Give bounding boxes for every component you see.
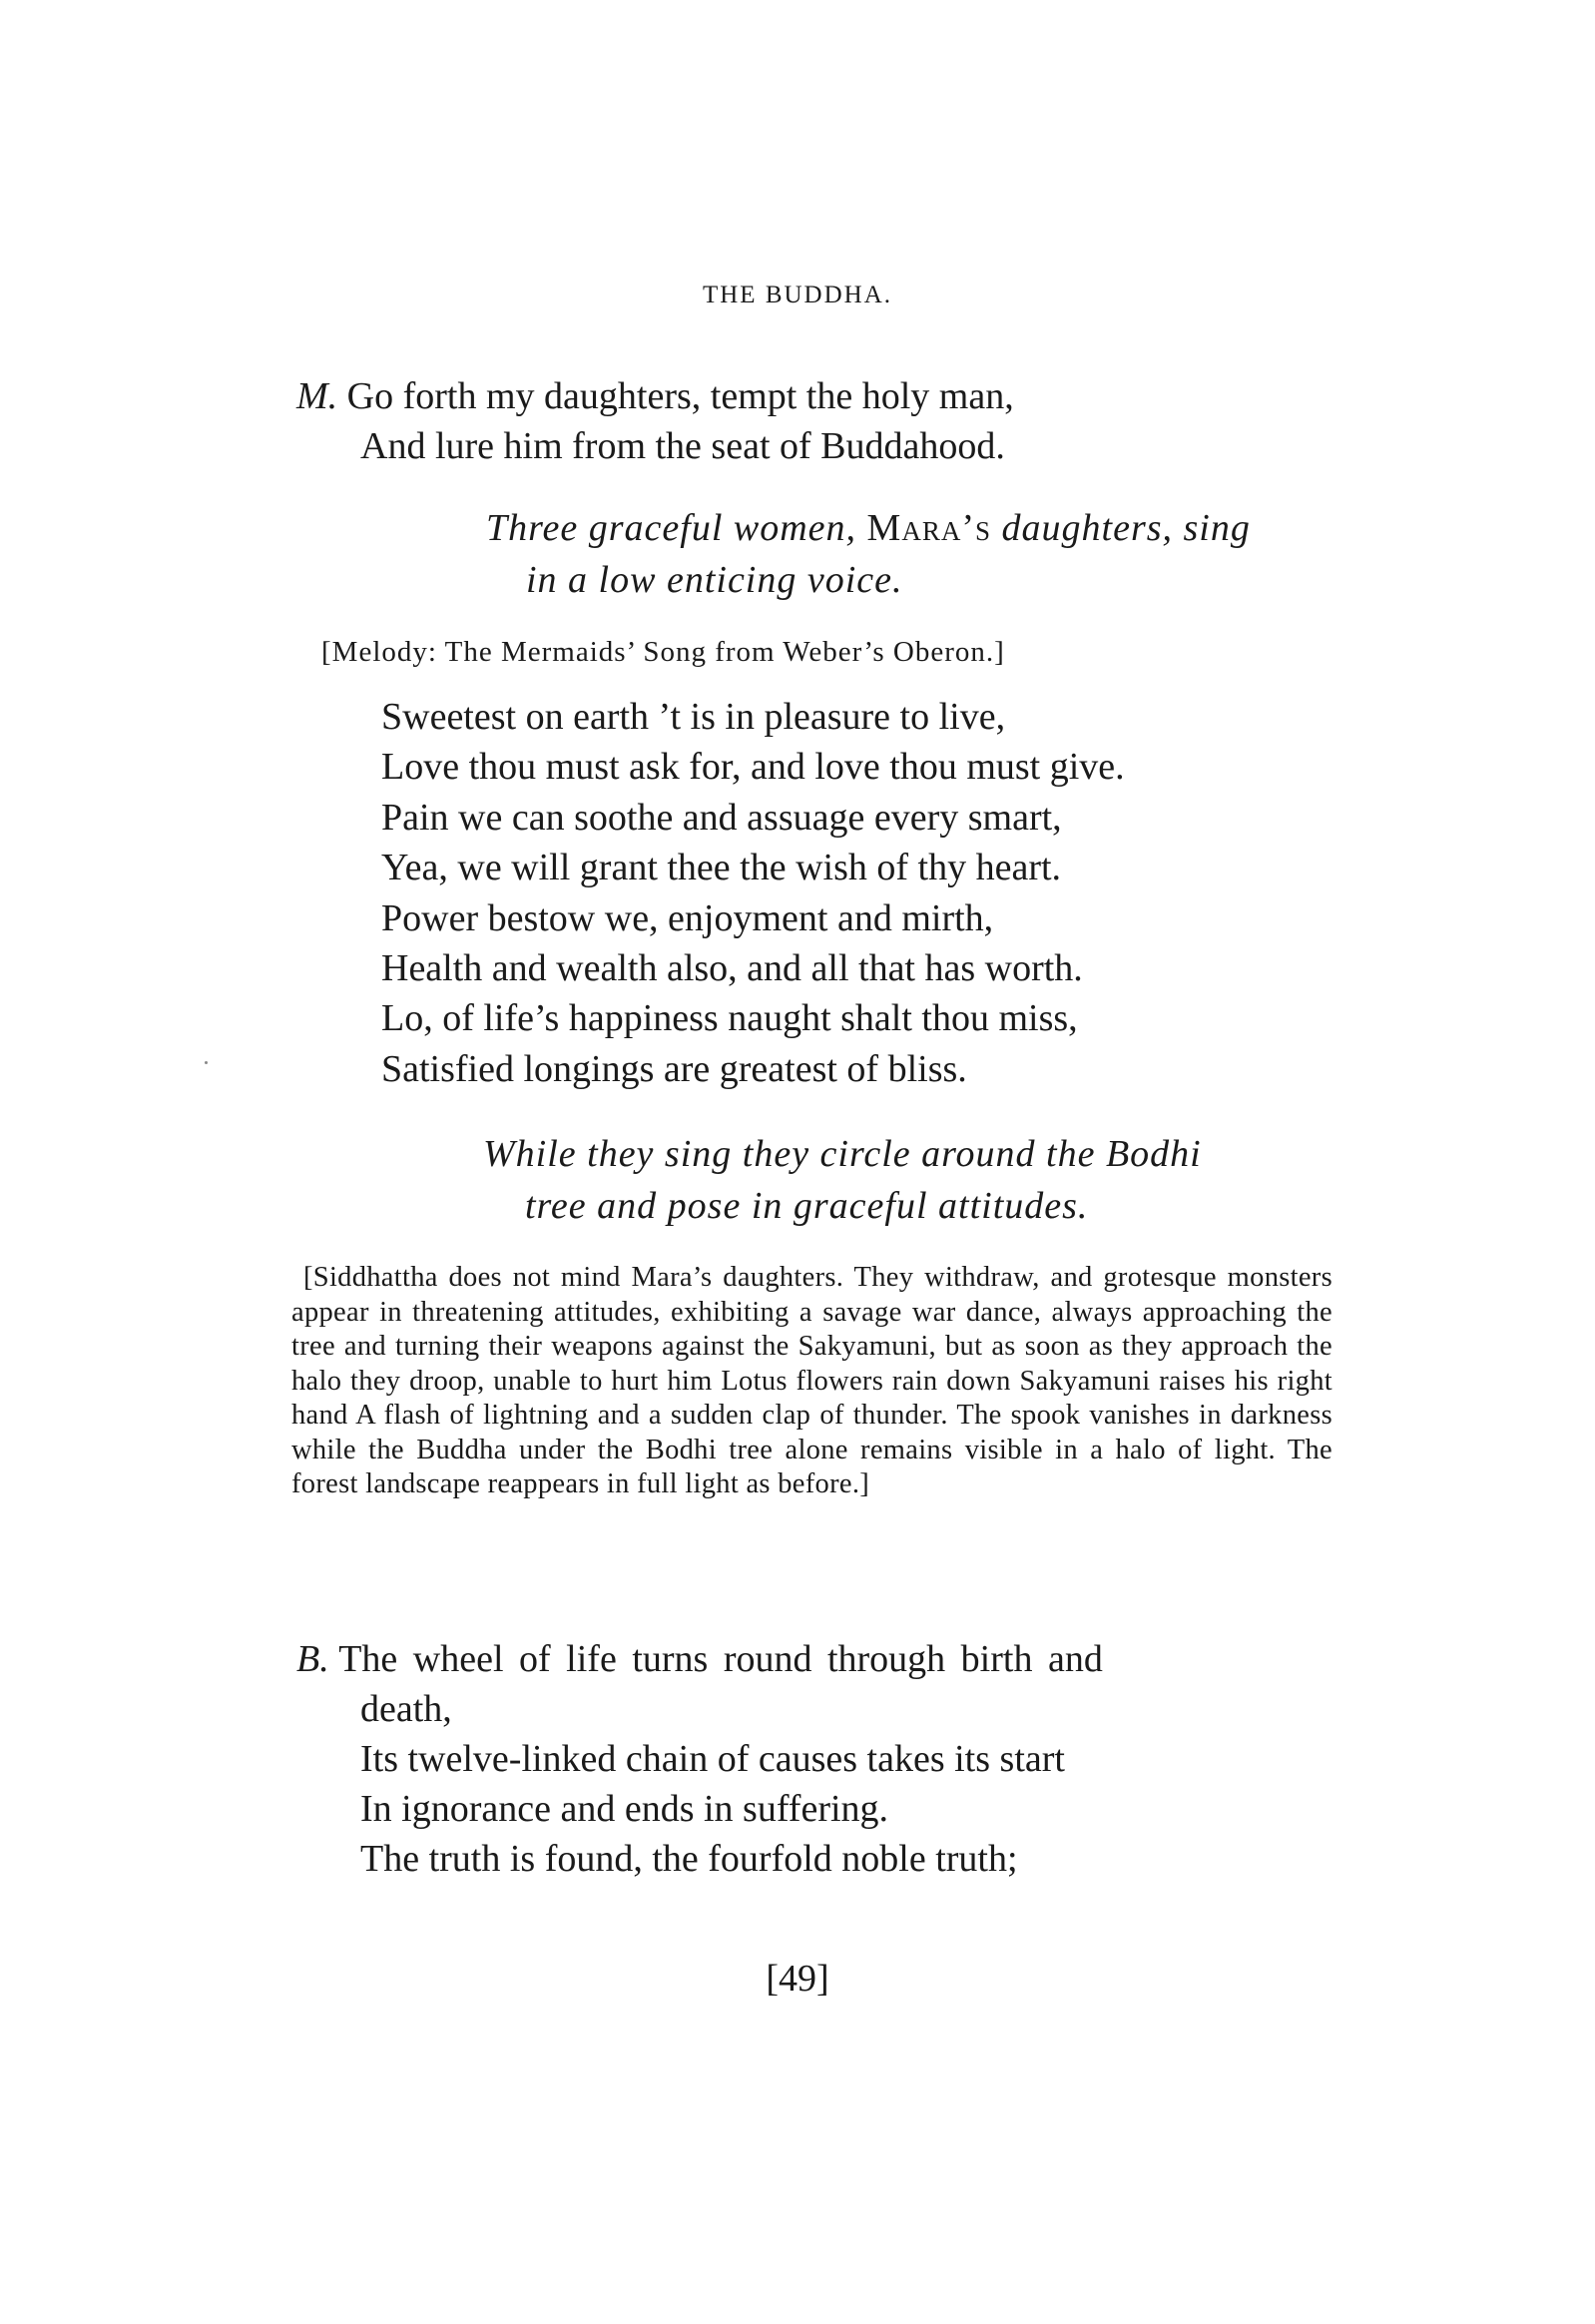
mara-line-2: And lure him from the seat of Buddahood. [360,425,1005,467]
buddha-line: The truth is found, the fourfold noble truth; [360,1838,1018,1880]
direction-daughters-line-1 [486,502,1251,554]
stage-direction-daughters [486,502,1251,606]
song-line: Sweetest on earth ’t is in pleasure to live, [381,696,1006,738]
song-line: Lo, of life’s happiness naught shalt thou miss, [381,997,1078,1040]
running-head: THE BUDDHA. [702,282,893,308]
buddha-line: In ignorance and ends in suffering. [360,1788,889,1830]
song-line: Satisfied longings are greatest of bliss. [381,1047,967,1090]
speaker-label-mara: M. [296,375,338,417]
direction-circle-line-1: While they sing they circle around the Bodhi [483,1133,1202,1175]
scan-speck [205,1061,208,1064]
buddha-speech [296,1634,1103,1884]
mara-line-1 [296,371,1014,421]
direction-circle-line-2: tree and pose in graceful attitudes. [525,1185,1089,1227]
mara-line-1-text: Go forth my daughters, tempt the holy man, [346,375,1014,417]
direction-daughters-line-2: in a low enticing voice. [526,559,903,601]
stage-note-paragraph: [Siddhattha does not mind Mara’s daughters. They withdraw, and grotesque monsters appear in threatening attitudes, exhibiting a savage war dance, always approaching the tree and turning their weapons against the Sakyamuni, but as soon as they approach the halo they droop, unable to hurt him Lotus flowers rain down Sakyamuni raises his right hand A flash of lightning and a sudden clap of thunder. The spook vanishes in darkness while the Buddha under the Bodhi tree alone remains visible in a halo of light. The forest landscape reappears in full light as before.] [291,1262,1332,1499]
melody-note: [Melody: The Mermaids’ Song from Weber’s Oberon.] [321,636,1005,668]
character-name-mara: Mara’s [866,507,992,549]
page-number: [49] [766,1958,829,2000]
direction-daughters-part2: daughters, sing [1001,507,1251,549]
mara-speech [296,371,1014,471]
buddha-line-1-cont: death, [360,1688,452,1730]
song-line: Love thou must ask for, and love thou must give. [381,746,1125,789]
buddha-line-1 [296,1634,1103,1684]
song-line: Health and wealth also, and all that has worth. [381,947,1083,990]
stage-direction-circle [483,1128,1202,1232]
song-line: Yea, we will grant thee the wish of thy heart. [381,847,1062,889]
speaker-label-buddha: B. [296,1638,329,1680]
song-line: Pain we can soothe and assuage every smart, [381,796,1062,839]
buddha-line-1-text: The wheel of life turns round through birth and [338,1638,1103,1680]
song-verse [381,692,1125,1094]
song-line: Power bestow we, enjoyment and mirth, [381,896,994,939]
direction-daughters-part1: Three graceful women, [486,507,857,549]
buddha-line: Its twelve-linked chain of causes takes its start [360,1738,1065,1780]
